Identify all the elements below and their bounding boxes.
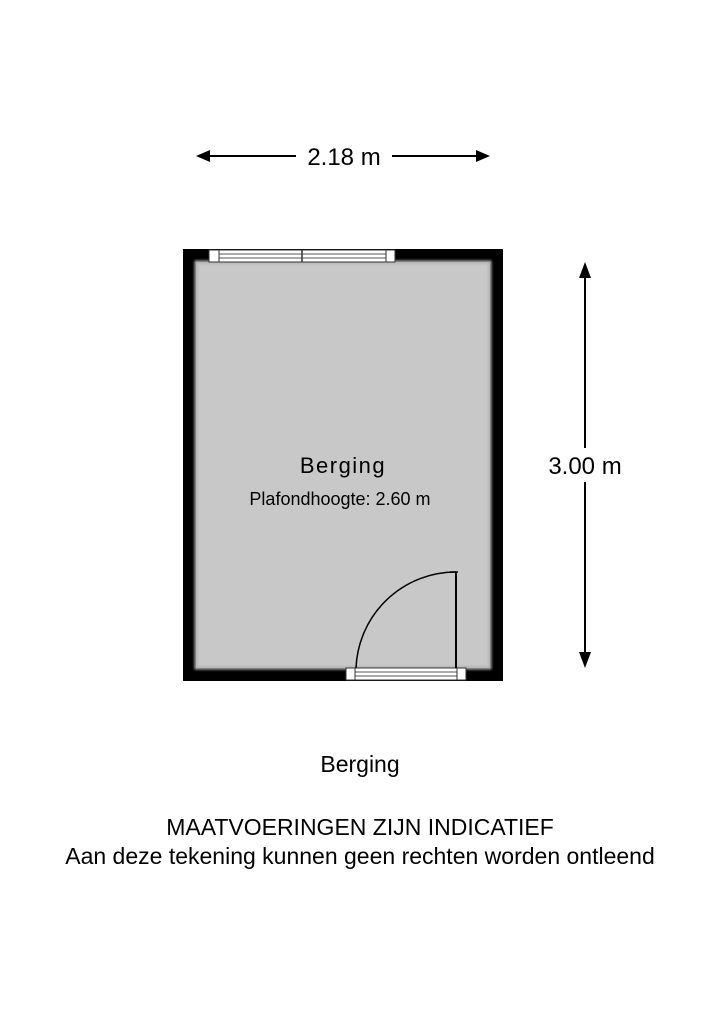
room-name: Berging (299, 453, 387, 478)
width-label: 2.18 m (307, 144, 381, 171)
window (209, 250, 395, 262)
arrow-down-icon (579, 652, 591, 668)
disclaimer-title: MAATVOERINGEN ZIJN INDICATIEF (166, 814, 554, 840)
floor-caption: Berging (320, 751, 400, 777)
room-berging (183, 249, 503, 681)
arrow-right-icon (476, 150, 490, 162)
disclaimer-text: Aan deze tekening kunnen geen rechten worden ontleend (65, 843, 655, 869)
width-dimension (196, 144, 490, 171)
arrow-up-icon (579, 262, 591, 278)
height-dimension (540, 262, 630, 668)
height-label: 3.00 m (548, 453, 622, 480)
ceiling-height: Plafondhoogte: 2.60 m (249, 489, 431, 509)
arrow-left-icon (196, 150, 210, 162)
